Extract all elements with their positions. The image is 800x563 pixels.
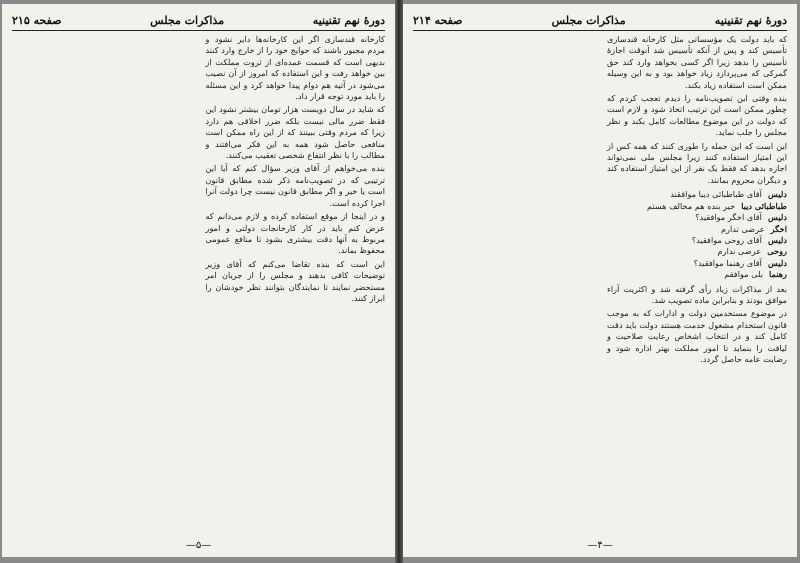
left-page-body	[12, 34, 385, 535]
left-header-page: صفحه ۲۱۵	[12, 13, 62, 27]
vote-item: طباطبائی دیبا خیر بنده هم مخالف هستم	[646, 200, 787, 211]
right-paragraph-3: این است که این جمله را طوری کنند که همه کس از این امتیاز استفاده کنند زیرا مجلس ملی نمی‌تواند اجازه بدهد که فقط یک نفر از این امتیاز استفاده کند و دیگران محروم بمانند.	[607, 140, 787, 185]
vote-item: دلیس آقای رهنما موافقید؟	[693, 257, 787, 268]
left-page-number: —۵—	[185, 540, 212, 551]
book-gutter	[395, 0, 403, 563]
left-page-columns	[12, 34, 385, 535]
right-header-page: صفحه ۲۱۴	[413, 13, 463, 27]
right-page	[403, 4, 797, 557]
right-header-journal: دورهٔ نهم تقنینیه	[714, 13, 787, 27]
left-header-rule	[12, 30, 385, 31]
right-page-header	[413, 12, 787, 28]
right-header-rule	[413, 30, 787, 31]
vote-item: اخگر عرضی ندارم	[720, 223, 787, 234]
left-paragraph-4: و در اینجا از موقع استفاده کرده و لازم می‌دانم که عرض کنم باید در کار کارخانجات دولتی و امور مربوط به آنها دقت بیشتری بشود تا منافع عمومی محفوظ بماند.	[205, 211, 385, 256]
vote-list	[607, 189, 787, 280]
right-page-columns	[413, 34, 787, 535]
left-page-header	[12, 12, 385, 28]
left-header-title: مذاکرات مجلس	[150, 13, 225, 27]
vote-item: رهنما بلی موافقم	[724, 269, 787, 280]
left-page	[2, 4, 395, 557]
left-paragraph-5: این است که بنده تقاضا می‌کنم که آقای وزیر توضیحات کافی بدهند و مجلس را از جریان امر مستحضر نمایند تا نمایندگان بتوانند نظر خودشان را ابراز کنند.	[205, 258, 385, 303]
right-paragraph-4: بعد از مذاکرات زیاد رأی گرفته شد و اکثریت آراء موافق بودند و بنابراین ماده تصویب شد.	[607, 283, 787, 305]
left-paragraph-1: کارخانه قندسازی اگر این کارخانه‌ها دایر نشود و مردم مجبور باشند که حوایج خود را از خارج وارد کنند بدیهی است که قسمت عمده‌ای از ثروت مملکت از بین خواهد رفت و این استفاده که امروز از آن نصیب می‌شود در آتیه هم دوام پیدا خواهد کرد و این مسئله را باید مورد توجه قرار داد.	[205, 34, 385, 102]
left-paragraph-3: بنده می‌خواهم از آقای وزیر سؤال کنم که آیا این ترتیبی که در تصویب‌نامه ذکر شده مطابق قانون است یا خیر و اگر مطابق قانون نیست چرا دولت آنرا اجرا کرده است.	[205, 163, 385, 208]
right-header-title: مذاکرات مجلس	[551, 13, 626, 27]
vote-item: روحی عرضی ندارم	[717, 246, 787, 257]
left-paragraph-2: که شاید در سال دویست هزار تومان بیشتر نشود این فقط ضرر مالی نیست بلکه ضرر اخلاقی هم دارد زیرا که مردم وقتی ببینند که از این راه ممکن است منافعی حاصل شود همه به این فکر می‌افتند و مطالب را با نظر انتفاع شخصی تعقیب می‌کنند.	[205, 104, 385, 161]
right-paragraph-2: بنده وقتی این تصویب‌نامه را دیدم تعجب کردم که چطور ممکن است این ترتیب اتخاذ شود و لازم است که دولت در این موضوع مطالعات کامل بکند و نظر مجلس را جلب نماید.	[607, 93, 787, 138]
left-header-journal: دورهٔ نهم تقنینیه	[312, 13, 385, 27]
vote-item: دلیس آقای اخگر موافقید؟	[695, 212, 787, 223]
vote-item: دلیس آقای طباطبائی دیبا موافقند	[670, 189, 787, 200]
vote-item: دلیس آقای روحی موافقید؟	[691, 234, 787, 245]
right-paragraph-1: که باید دولت یک مؤسساتی مثل کارخانه قندسازی تأسیس کند و پس از آنکه تأسیس شد آنوقت اجازهٔ تأسیس را بدهد زیرا اگر کسی بخواهد وارد کند حق گمرکی که می‌پردازد زیاد خواهد بود و به این وسیله ممکن است استفاده زیاد بکند.	[607, 34, 787, 90]
right-closing-paragraph: در موضوع مستخدمین دولت و ادارات که به موجب قانون استخدام مشغول خدمت هستند دولت باید دقت کامل کند و در انتخاب اشخاص رعایت صلاحیت و لیاقت را بنماید تا امور مملکت بهتر اداره شود و رضایت عامه حاصل گردد.	[607, 308, 787, 364]
right-page-number: —۴—	[587, 540, 613, 551]
right-page-body	[413, 34, 787, 535]
